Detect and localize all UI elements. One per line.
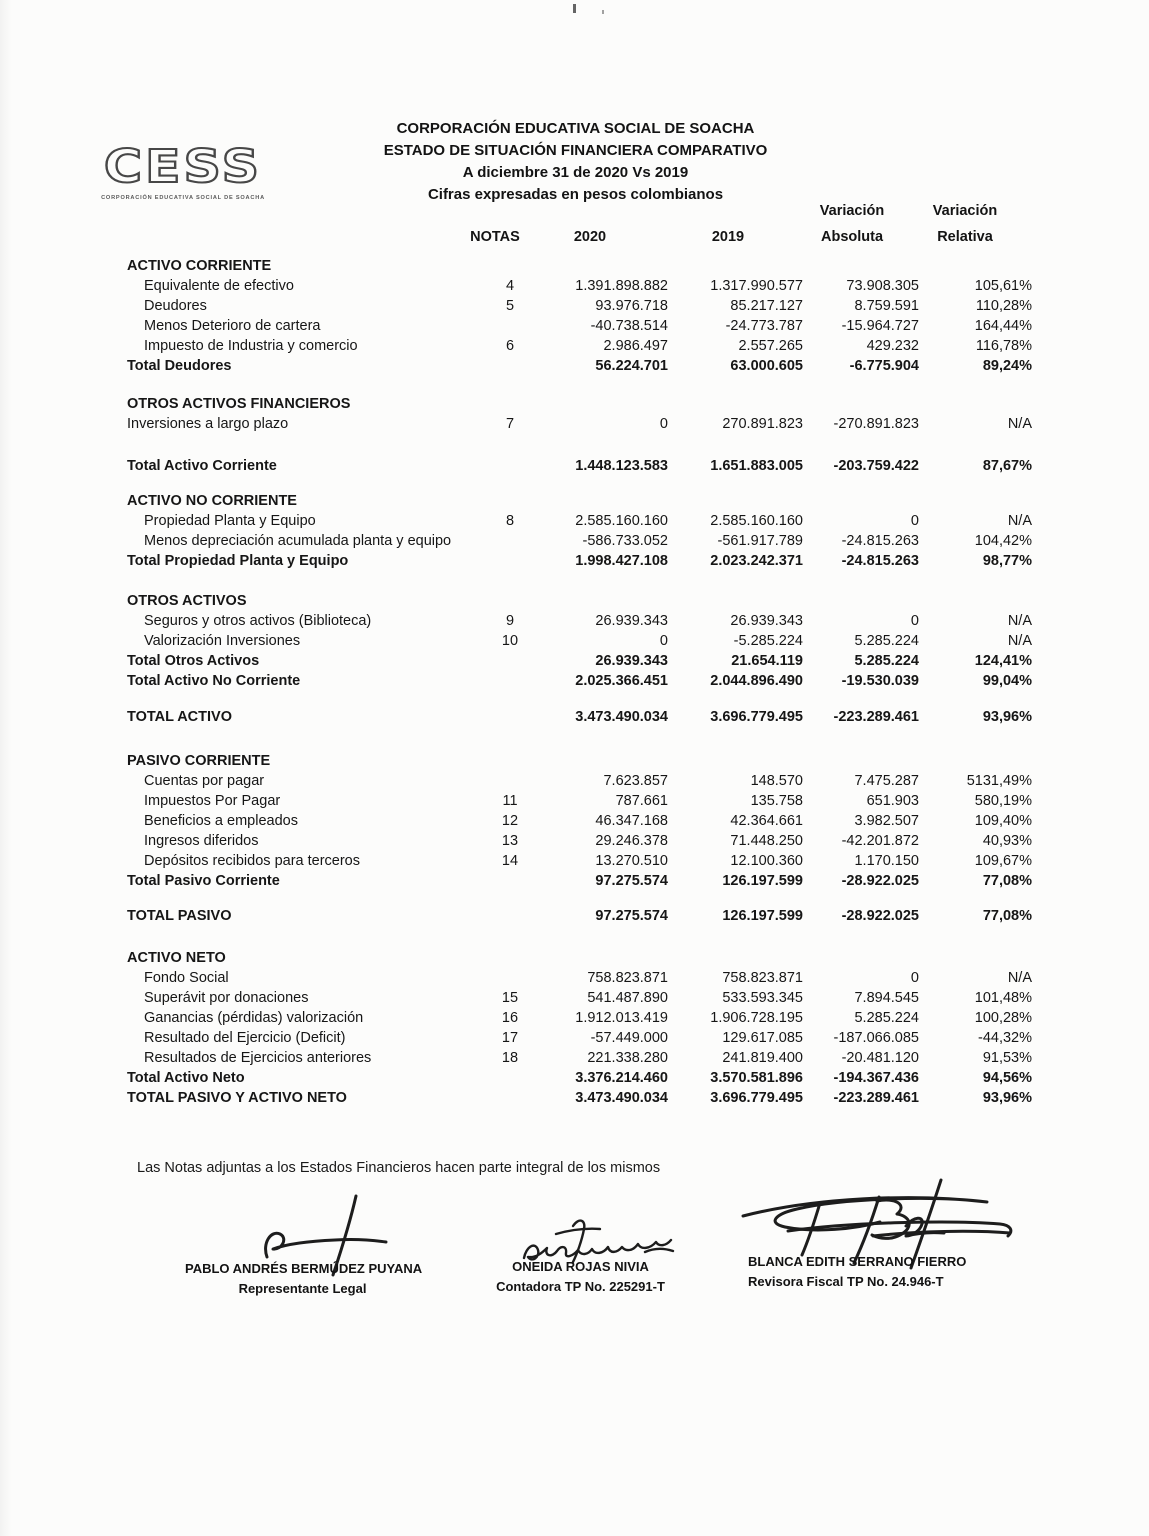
cell-label: Resultado del Ejercicio (Deficit) — [144, 1030, 346, 1046]
statement-title: ESTADO DE SITUACIÓN FINANCIERA COMPARATIVO — [383, 142, 768, 159]
signature-block-revisora — [748, 1254, 988, 1289]
cell-crel: 89,24% — [982, 358, 1032, 374]
cell-c2020: 1.391.898.882 — [575, 278, 668, 294]
table-row — [0, 751, 1149, 771]
table-row — [0, 811, 1149, 831]
cell-c2020: 7.623.857 — [603, 773, 668, 789]
table-row — [0, 948, 1149, 968]
cell-c2019: 12.100.360 — [730, 853, 803, 869]
cell-label: Resultados de Ejercicios anteriores — [144, 1050, 372, 1066]
cell-c2019: 21.654.119 — [731, 653, 803, 669]
row-gap — [0, 727, 1149, 751]
cell-label: Total Propiedad Planta y Equipo — [127, 553, 349, 569]
cell-c2020: 758.823.871 — [587, 970, 668, 986]
cell-label: OTROS ACTIVOS — [127, 593, 247, 609]
footnote: Las Notas adjuntas a los Estados Financieros hacen parte integral de los mismos — [137, 1160, 661, 1176]
col-header-relativa: Relativa — [937, 229, 993, 245]
cell-c2020: 0 — [659, 416, 668, 432]
signer-title: Revisora Fiscal TP No. 24.946-T — [748, 1274, 944, 1289]
cell-nota — [480, 356, 540, 376]
cell-c2020: -586.733.052 — [582, 533, 668, 549]
table-row — [0, 511, 1149, 531]
cell-crel: 164,44% — [974, 318, 1032, 334]
cell-cabs: -270.891.823 — [833, 416, 919, 432]
document-title-block — [1, 118, 1149, 206]
signature-block-contadora — [478, 1259, 683, 1294]
cell-label: ACTIVO NO CORRIENTE — [127, 493, 297, 509]
cell-cabs: 8.759.591 — [854, 298, 919, 314]
cell-c2020: 97.275.574 — [595, 873, 668, 889]
table-row — [0, 531, 1149, 551]
cell-nota — [480, 771, 540, 791]
cell-c2020: 2.585.160.160 — [575, 513, 668, 529]
cell-label: TOTAL PASIVO — [127, 908, 232, 924]
cell-c2020: 1.448.123.583 — [575, 458, 668, 474]
cell-crel: 98,77% — [982, 553, 1032, 569]
cell-crel: 110,28% — [975, 298, 1032, 314]
cell-c2020: 1.998.427.108 — [575, 553, 668, 569]
cell-c2019: 129.617.085 — [722, 1030, 803, 1046]
table-row — [0, 906, 1149, 926]
cell-crel: N/A — [1007, 633, 1032, 649]
table-row — [0, 771, 1149, 791]
cell-cabs: 429.232 — [866, 338, 919, 354]
cell-nota: 10 — [501, 633, 519, 649]
cell-cabs — [803, 751, 919, 771]
cell-c2019: -24.773.787 — [725, 318, 803, 334]
cell-c2020: 93.976.718 — [595, 298, 668, 314]
cell-crel: 124,41% — [974, 653, 1032, 669]
cell-c2019 — [668, 394, 803, 414]
cell-label: Impuesto de Industria y comercio — [144, 338, 358, 354]
cell-nota — [480, 1068, 540, 1088]
cell-nota — [480, 871, 540, 891]
cell-nota — [480, 707, 540, 727]
table-row — [0, 296, 1149, 316]
cell-c2019: 2.557.265 — [738, 338, 803, 354]
cell-cabs: 3.982.507 — [854, 813, 919, 829]
cell-label: PASIVO CORRIENTE — [127, 753, 271, 769]
signature-2-stroke — [524, 1221, 673, 1262]
cell-c2019: 2.023.242.371 — [710, 553, 803, 569]
cell-cabs: 5.285.224 — [854, 633, 919, 649]
cell-label: Menos Deterioro de cartera — [144, 318, 321, 334]
cell-nota: 15 — [501, 990, 519, 1006]
cell-crel: 77,08% — [982, 908, 1032, 924]
cell-label: Superávit por donaciones — [144, 990, 309, 1006]
cell-label: TOTAL PASIVO Y ACTIVO NETO — [127, 1090, 347, 1106]
table-row — [0, 1068, 1149, 1088]
signer-name: PABLO ANDRÉS BERMÚDEZ PUYANA — [185, 1261, 423, 1276]
table-row — [0, 968, 1149, 988]
cell-crel — [919, 491, 1032, 511]
scan-speck — [573, 4, 576, 13]
cell-nota — [480, 394, 540, 414]
cell-nota — [480, 651, 540, 671]
cell-nota — [480, 316, 540, 336]
cell-cabs: 73.908.305 — [846, 278, 919, 294]
cell-cabs — [803, 491, 919, 511]
cell-label: Cuentas por pagar — [144, 773, 265, 789]
cell-c2019: 3.696.779.495 — [710, 1090, 803, 1106]
cell-c2019: 3.696.779.495 — [710, 709, 803, 725]
table-row — [0, 551, 1149, 571]
cell-label: Total Activo Corriente — [127, 458, 277, 474]
cell-c2020 — [540, 948, 668, 968]
cell-cabs: 0 — [910, 513, 919, 529]
cell-cabs: -203.759.422 — [833, 458, 919, 474]
table-row — [0, 456, 1149, 476]
cell-label: Fondo Social — [144, 970, 229, 986]
row-gap — [0, 476, 1149, 491]
cell-c2020 — [540, 256, 668, 276]
cell-c2020: 1.912.013.419 — [575, 1010, 668, 1026]
cell-c2020 — [540, 394, 668, 414]
cell-c2019: -5.285.224 — [733, 633, 803, 649]
cell-crel: N/A — [1007, 970, 1032, 986]
cell-cabs — [803, 948, 919, 968]
signature-block-representante — [185, 1261, 423, 1296]
cell-c2020: -57.449.000 — [590, 1030, 668, 1046]
row-gap — [0, 926, 1149, 948]
cell-label: Impuestos Por Pagar — [144, 793, 281, 809]
cell-c2019: 71.448.250 — [730, 833, 803, 849]
cell-crel — [919, 591, 1032, 611]
cell-c2019: 42.364.661 — [730, 813, 803, 829]
table-row — [0, 1028, 1149, 1048]
cell-label: TOTAL ACTIVO — [127, 709, 232, 725]
cell-nota: 4 — [505, 278, 515, 294]
cell-cabs: -187.066.085 — [833, 1030, 919, 1046]
cell-cabs: -42.201.872 — [841, 833, 919, 849]
table-row — [0, 316, 1149, 336]
cell-c2020: 3.473.490.034 — [575, 709, 668, 725]
cell-label: Ingresos diferidos — [144, 833, 259, 849]
cell-label: Beneficios a empleados — [144, 813, 298, 829]
cell-c2020: 3.376.214.460 — [575, 1070, 668, 1086]
table-row — [0, 1008, 1149, 1028]
row-gap — [0, 434, 1149, 456]
cell-nota — [480, 906, 540, 926]
cell-c2019: 1.317.990.577 — [710, 278, 803, 294]
cell-crel: 40,93% — [982, 833, 1032, 849]
cell-crel — [919, 256, 1032, 276]
cell-c2020 — [540, 491, 668, 511]
cell-nota — [480, 551, 540, 571]
cell-c2019: 126.197.599 — [722, 873, 803, 889]
row-gap — [0, 891, 1149, 906]
cell-nota: 8 — [505, 513, 515, 529]
cell-crel: 109,67% — [974, 853, 1032, 869]
cell-cabs: 5.285.224 — [854, 1010, 919, 1026]
cell-c2020: 3.473.490.034 — [575, 1090, 668, 1106]
table-row — [0, 1048, 1149, 1068]
cell-c2019 — [668, 948, 803, 968]
cell-c2020 — [540, 751, 668, 771]
signer-name: BLANCA EDITH SERRANO FIERRO — [748, 1254, 967, 1269]
cell-cabs: -28.922.025 — [841, 908, 919, 924]
cell-c2020: 56.224.701 — [595, 358, 668, 374]
cell-cabs: -24.815.263 — [841, 553, 919, 569]
cell-nota — [480, 591, 540, 611]
cell-c2020: -40.738.514 — [590, 318, 668, 334]
cell-crel: -44,32% — [977, 1030, 1032, 1046]
cell-label: Equivalente de efectivo — [144, 278, 294, 294]
cell-c2019: 26.939.343 — [730, 613, 803, 629]
cell-crel — [919, 751, 1032, 771]
cell-nota — [480, 1088, 540, 1108]
cell-nota — [480, 531, 540, 551]
cell-crel — [919, 394, 1032, 414]
cell-label: ACTIVO NETO — [127, 950, 226, 966]
cell-label: Ganancias (pérdidas) valorización — [144, 1010, 364, 1026]
cell-cabs: 7.894.545 — [854, 990, 919, 1006]
company-name: CORPORACIÓN EDUCATIVA SOCIAL DE SOACHA — [396, 120, 755, 137]
table-row — [0, 1088, 1149, 1108]
col-header-variacion-absoluta: Variación — [819, 203, 885, 219]
signer-title: Contadora TP No. 225291-T — [496, 1279, 665, 1294]
cell-cabs: 651.903 — [866, 793, 919, 809]
cell-c2019: 270.891.823 — [722, 416, 803, 432]
cell-crel: 109,40% — [974, 813, 1032, 829]
table-row — [0, 988, 1149, 1008]
cell-crel: N/A — [1007, 513, 1032, 529]
cell-c2019: -561.917.789 — [717, 533, 803, 549]
cell-nota: 5 — [505, 298, 515, 314]
cell-label: Deudores — [144, 298, 207, 314]
table-row — [0, 671, 1149, 691]
cell-crel: 99,04% — [982, 673, 1032, 689]
cell-cabs: -20.481.120 — [841, 1050, 919, 1066]
cell-crel: 93,96% — [982, 709, 1032, 725]
cell-c2020: 541.487.890 — [587, 990, 668, 1006]
cell-label: Propiedad Planta y Equipo — [144, 513, 316, 529]
cell-crel: 105,61% — [974, 278, 1032, 294]
cell-c2020: 26.939.343 — [595, 653, 668, 669]
cell-label: Total Activo No Corriente — [127, 673, 301, 689]
table-row — [0, 276, 1149, 296]
cell-cabs: -223.289.461 — [833, 709, 919, 725]
table-row — [0, 414, 1149, 434]
cell-crel: N/A — [1007, 613, 1032, 629]
cell-nota: 14 — [501, 853, 519, 869]
cell-c2019: 148.570 — [750, 773, 803, 789]
cell-cabs: 5.285.224 — [854, 653, 919, 669]
cell-c2020: 2.025.366.451 — [575, 673, 668, 689]
table-row — [0, 336, 1149, 356]
cell-nota: 17 — [501, 1030, 519, 1046]
cell-cabs: -28.922.025 — [841, 873, 919, 889]
cell-crel: 104,42% — [974, 533, 1032, 549]
cell-crel: 77,08% — [982, 873, 1032, 889]
cell-crel: 116,78% — [975, 338, 1032, 354]
cell-c2019: 241.819.400 — [722, 1050, 803, 1066]
table-row — [0, 871, 1149, 891]
table-row — [0, 851, 1149, 871]
cell-nota — [480, 751, 540, 771]
signer-title: Representante Legal — [238, 1281, 367, 1296]
cell-nota — [480, 671, 540, 691]
cell-nota: 18 — [501, 1050, 519, 1066]
col-header-variacion-relativa: Variación — [932, 203, 998, 219]
cell-crel: 93,96% — [982, 1090, 1032, 1106]
cell-nota: 12 — [501, 813, 519, 829]
cell-cabs — [803, 256, 919, 276]
cell-cabs — [803, 394, 919, 414]
col-header-notas: NOTAS — [470, 229, 520, 245]
row-gap — [0, 571, 1149, 591]
table-row — [0, 256, 1149, 276]
cell-nota: 13 — [501, 833, 519, 849]
cell-label: Total Otros Activos — [127, 653, 260, 669]
cell-cabs — [803, 591, 919, 611]
table-row — [0, 651, 1149, 671]
table-row — [0, 631, 1149, 651]
cell-nota — [480, 491, 540, 511]
cell-crel: 91,53% — [982, 1050, 1032, 1066]
cell-crel: 100,28% — [974, 1010, 1032, 1026]
cell-c2019: 85.217.127 — [730, 298, 803, 314]
cell-c2019: 2.585.160.160 — [710, 513, 803, 529]
table-row — [0, 356, 1149, 376]
cell-nota: 11 — [502, 793, 518, 809]
cell-c2019 — [668, 256, 803, 276]
table-row — [0, 591, 1149, 611]
cell-c2019 — [668, 751, 803, 771]
cell-crel: 580,19% — [974, 793, 1032, 809]
cell-c2019: 2.044.896.490 — [710, 673, 803, 689]
cell-cabs: -6.775.904 — [849, 358, 919, 374]
cell-c2019: 1.651.883.005 — [710, 458, 803, 474]
table-row — [0, 707, 1149, 727]
cell-c2019 — [668, 491, 803, 511]
cell-label: Valorización Inversiones — [144, 633, 301, 649]
cell-label: Total Deudores — [127, 358, 232, 374]
cell-cabs: -19.530.039 — [841, 673, 919, 689]
cess-logo-subtext: CORPORACIÓN EDUCATIVA SOCIAL DE SOACHA — [101, 195, 265, 201]
cell-nota: 7 — [505, 416, 515, 432]
cell-crel: 87,67% — [982, 458, 1032, 474]
signer-name: ONEIDA ROJAS NIVIA — [512, 1259, 649, 1274]
cell-c2019: 63.000.605 — [730, 358, 803, 374]
scan-speck — [602, 10, 604, 14]
cell-crel: 101,48% — [974, 990, 1032, 1006]
cell-cabs: 1.170.150 — [854, 853, 919, 869]
cell-c2019: 135.758 — [750, 793, 803, 809]
table-row — [0, 791, 1149, 811]
cell-crel: N/A — [1007, 416, 1032, 432]
col-header-2020: 2020 — [573, 229, 607, 245]
cell-c2020: 29.246.378 — [595, 833, 668, 849]
cell-crel — [919, 948, 1032, 968]
cell-c2020: 2.986.497 — [603, 338, 668, 354]
statement-period: A diciembre 31 de 2020 Vs 2019 — [462, 164, 689, 181]
cell-c2020: 46.347.168 — [595, 813, 668, 829]
cell-c2019: 533.593.345 — [722, 990, 803, 1006]
row-gap — [0, 376, 1149, 394]
col-header-absoluta: Absoluta — [820, 229, 884, 245]
cell-c2020: 787.661 — [615, 793, 668, 809]
cell-cabs: -223.289.461 — [833, 1090, 919, 1106]
cell-c2019: 758.823.871 — [722, 970, 803, 986]
cell-label: Menos depreciación acumulada planta y equipo — [144, 533, 452, 549]
cell-nota — [480, 968, 540, 988]
cell-label: Seguros y otros activos (Biblioteca) — [144, 613, 372, 629]
cell-c2020: 97.275.574 — [595, 908, 668, 924]
cell-crel: 5131,49% — [966, 773, 1032, 789]
table-row — [0, 611, 1149, 631]
cell-nota: 9 — [505, 613, 515, 629]
cell-c2020 — [540, 591, 668, 611]
cell-cabs: -15.964.727 — [841, 318, 919, 334]
cell-cabs: 0 — [910, 970, 919, 986]
table-row — [0, 394, 1149, 414]
cell-label: ACTIVO CORRIENTE — [127, 258, 272, 274]
cell-label: Total Activo Neto — [127, 1070, 245, 1086]
cell-crel: 94,56% — [982, 1070, 1032, 1086]
cell-label: OTROS ACTIVOS FINANCIEROS — [127, 396, 351, 412]
cell-c2020: 26.939.343 — [595, 613, 668, 629]
cell-nota — [480, 456, 540, 476]
cell-c2019: 3.570.581.896 — [710, 1070, 803, 1086]
cell-label: Total Pasivo Corriente — [127, 873, 280, 889]
cell-c2019: 126.197.599 — [722, 908, 803, 924]
currency-note: Cifras expresadas en pesos colombianos — [427, 186, 724, 203]
table-row — [0, 491, 1149, 511]
cell-cabs: -24.815.263 — [841, 533, 919, 549]
cell-c2019 — [668, 591, 803, 611]
cell-nota: 16 — [501, 1010, 519, 1026]
cell-label: Inversiones a largo plazo — [127, 416, 289, 432]
cell-c2020: 13.270.510 — [595, 853, 668, 869]
cess-logo-text: CESS — [103, 140, 263, 194]
cell-nota: 6 — [505, 338, 515, 354]
cell-label: Depósitos recibidos para terceros — [144, 853, 360, 869]
cell-nota — [480, 948, 540, 968]
row-gap — [0, 691, 1149, 707]
cell-c2020: 0 — [659, 633, 668, 649]
cell-c2020: 221.338.280 — [587, 1050, 668, 1066]
cell-cabs: 0 — [910, 613, 919, 629]
cell-cabs: 7.475.287 — [854, 773, 919, 789]
table-row — [0, 831, 1149, 851]
col-header-2019: 2019 — [711, 229, 745, 245]
cell-c2019: 1.906.728.195 — [710, 1010, 803, 1026]
financial-table-rows — [0, 256, 1149, 1108]
cell-cabs: -194.367.436 — [833, 1070, 919, 1086]
cell-nota — [480, 256, 540, 276]
